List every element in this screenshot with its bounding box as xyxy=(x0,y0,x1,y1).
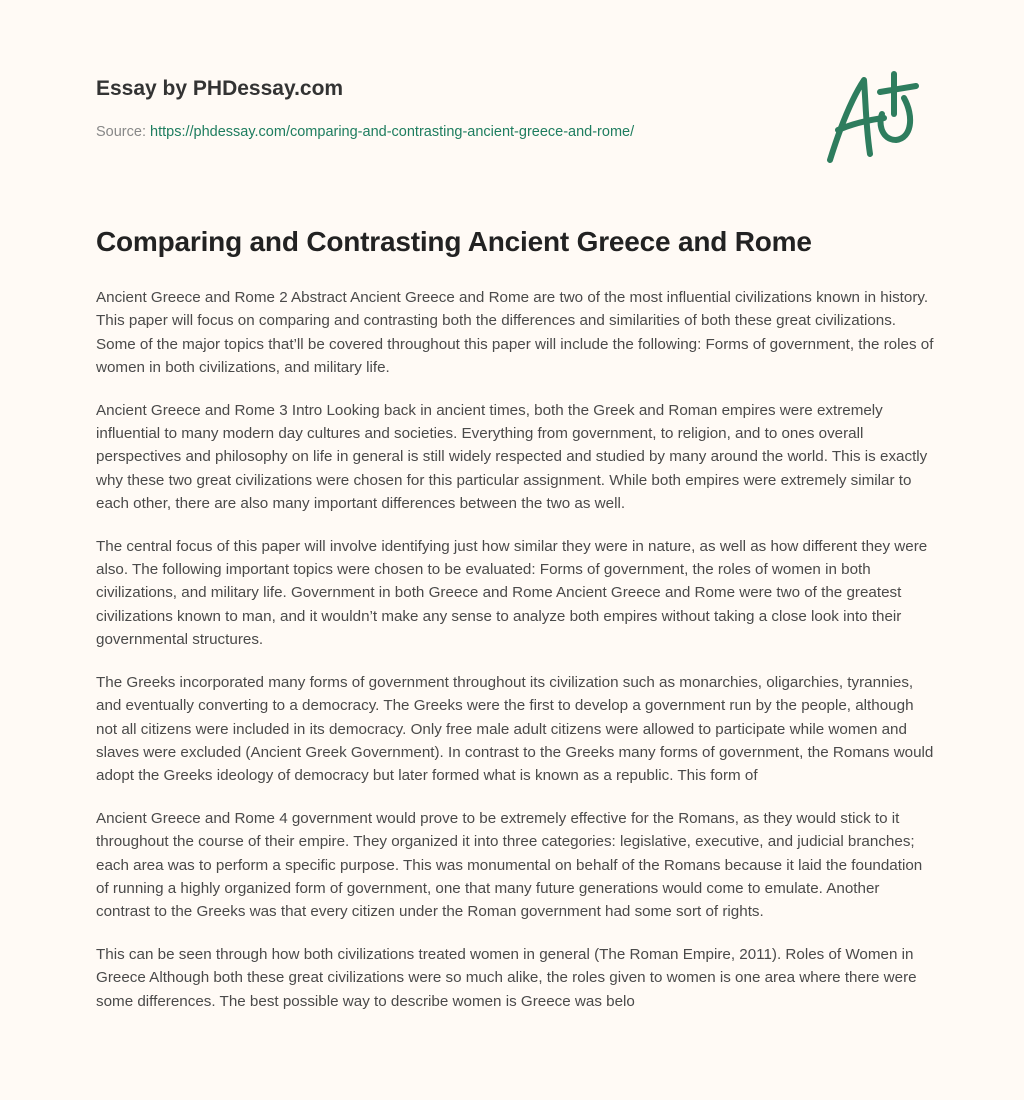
paragraph: Ancient Greece and Rome 4 government would prove to be extremely effective for the Romans, as they would stick to it throughout the course of their empire. They organized it into three categories: legislative, executive, and judicial branches; each area was to perform a specific purpose. This was monumental on behalf of the Romans because it laid the foundation of running a highly organized form of government, one that many future generations would come to emulate. Another contrast to the Greeks was that every citizen under the Roman government had some sort of rights. xyxy=(96,809,923,921)
source-line xyxy=(96,124,634,140)
a-plus-logo-icon xyxy=(820,68,930,168)
source-label: Source: xyxy=(96,124,146,140)
paragraph: The Greeks incorporated many forms of government throughout its civilization such as monarchies, oligarchies, tyrannies, and eventually converting to a democracy. The Greeks were the first to develop a government run by the people, although not all citizens were included in its democracy. Only free male adult citizens were allowed to participate while women and slaves were excluded (Ancient Greek Government). In contrast to the Greeks many forms of government, the Romans would adopt the Greeks ideology of democracy but later formed what is known as a republic. This form of xyxy=(96,673,934,785)
article-body xyxy=(96,286,934,1032)
paragraph: The central focus of this paper will involve identifying just how similar they were in nature, as well as how different they were also. The following important topics were chosen to be evaluated: Forms of government, the roles of women in both civilizations, and military life. Government in both Greece and Rome Ancient Greece and Rome were two of the greatest civilizations known to man, and it wouldn’t make any sense to analyze both empires without taking a close look into their governmental structures. xyxy=(96,537,928,649)
source-link[interactable]: https://phdessay.com/comparing-and-contrasting-ancient-greece-and-rome/ xyxy=(150,124,635,140)
article-title: Comparing and Contrasting Ancient Greece and Rome xyxy=(96,226,812,257)
paragraph: Ancient Greece and Rome 3 Intro Looking back in ancient times, both the Greek and Roman empires were extremely influential to many modern day cultures and societies. Everything from government, to religion, and to ones overall perspectives and philosophy on life in general is still widely respected and studied by many around the world. This is exactly why these two great civilizations were chosen for this particular assignment. While both empires were extremely similar to each other, there are also many important differences between the two as well. xyxy=(96,401,928,513)
paragraph: Ancient Greece and Rome 2 Abstract Ancient Greece and Rome are two of the most influential civilizations known in history. This paper will focus on comparing and contrasting both the differences and similarities of both these great civilizations. Some of the major topics that’ll be covered throughout this paper will include the following: Forms of government, the roles of women in both civilizations, and military life. xyxy=(96,289,934,377)
site-brand: Essay by PHDessay.com xyxy=(96,77,344,100)
paragraph: This can be seen through how both civilizations treated women in general (The Roman Empire, 2011). Roles of Women in Greece Although both these great civilizations were so much alike, the roles given to women is one area where there were some differences. The best possible way to describe women is Greece was belo xyxy=(96,945,917,1010)
